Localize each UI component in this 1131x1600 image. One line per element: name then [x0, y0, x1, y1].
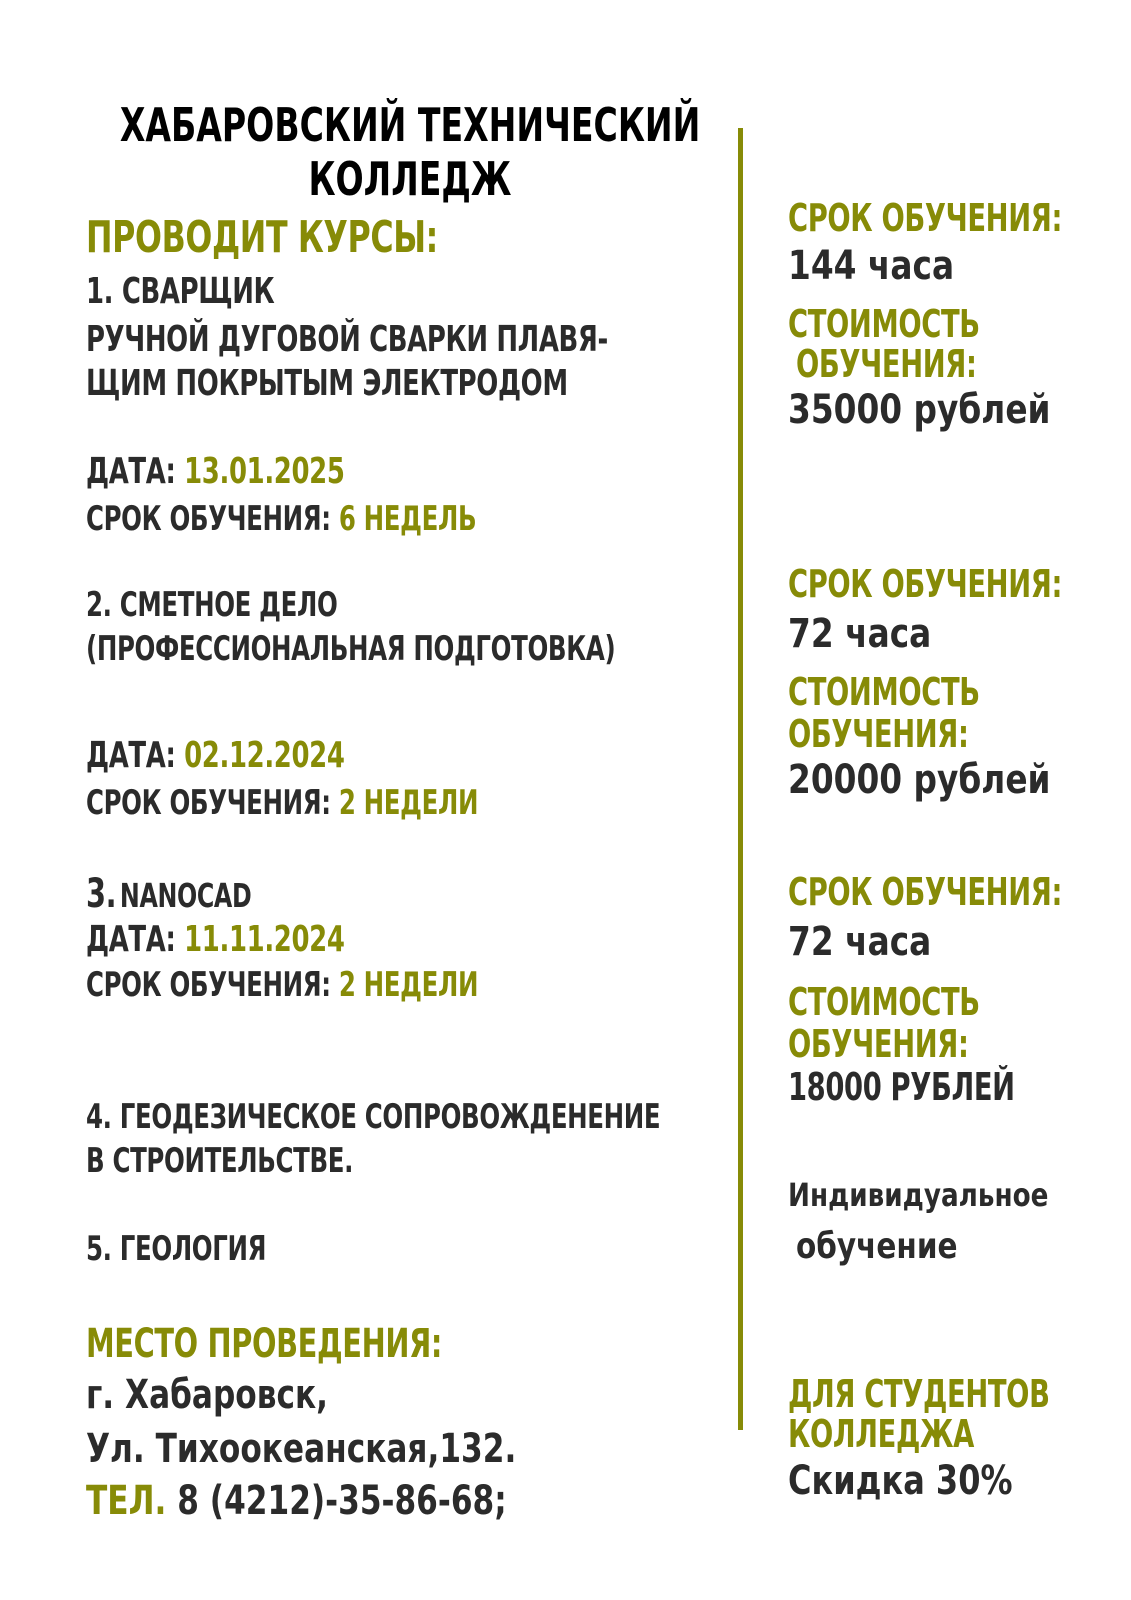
phone-number: 8 (4212)-35-86-68; — [177, 1478, 507, 1524]
location-street: Ул. Тихоокеанская,132. — [86, 1426, 517, 1472]
course-1-duration: СРОК ОБУЧЕНИЯ: 6 НЕДЕЛЬ — [86, 499, 477, 539]
location-label: МЕСТО ПРОВЕДЕНИЯ: — [86, 1321, 443, 1367]
page-title-line2: КОЛЛЕДЖ — [308, 152, 512, 206]
individual-training-line1: Индивидуальное — [788, 1176, 1049, 1214]
course-2-title: 2. СМЕТНОЕ ДЕЛО — [86, 585, 338, 625]
page-title-line1: ХАБАРОВСКИЙ ТЕХНИЧЕСКИЙ — [119, 98, 701, 152]
sidebar-2-cost-label: СТОИМОСТЬ — [788, 670, 980, 714]
vertical-divider — [738, 128, 743, 1430]
course-2-duration-value: 2 НЕДЕЛИ — [338, 783, 479, 823]
sidebar-3-cost-label-line2: ОБУЧЕНИЯ: — [788, 1022, 969, 1066]
course-3-date-value: 11.11.2024 — [184, 919, 345, 960]
individual-training-line2: обучение — [796, 1226, 958, 1267]
course-3-title: 3. NANOCAD — [86, 871, 252, 917]
course-2-duration: СРОК ОБУЧЕНИЯ: 2 НЕДЕЛИ — [86, 783, 479, 823]
sidebar-2-term-label: СРОК ОБУЧЕНИЯ: — [788, 562, 1063, 606]
course-3-duration: СРОК ОБУЧЕНИЯ: 2 НЕДЕЛИ — [86, 965, 479, 1005]
phone-label: ТЕЛ. — [86, 1478, 167, 1524]
course-1-title-line3: ЩИМ ПОКРЫТЫМ ЭЛЕКТРОДОМ — [86, 363, 568, 404]
students-label-line2: КОЛЛЕДЖА — [788, 1412, 974, 1456]
sidebar-2-term: 72 часа — [788, 611, 932, 657]
sidebar-1-term-label: СРОК ОБУЧЕНИЯ: — [788, 196, 1063, 240]
course-2-date: ДАТА: 02.12.2024 — [86, 735, 345, 776]
course-1-title-line2: РУЧНОЙ ДУГОВОЙ СВАРКИ ПЛАВЯ- — [86, 319, 608, 360]
sidebar-3-term-label: СРОК ОБУЧЕНИЯ: — [788, 870, 1063, 914]
course-1-date: ДАТА: 13.01.2025 — [86, 451, 345, 492]
sidebar-3-cost-label: СТОИМОСТЬ — [788, 980, 980, 1024]
course-3-duration-value: 2 НЕДЕЛИ — [338, 965, 479, 1005]
sidebar-1-term: 144 часа — [788, 243, 955, 289]
course-1-title: 1. СВАРЩИК — [86, 271, 275, 312]
course-4-title: 4. ГЕОДЕЗИЧЕСКОЕ СОПРОВОЖДЕНЕНИЕ — [86, 1097, 661, 1137]
course-5-title: 5. ГЕОЛОГИЯ — [86, 1229, 267, 1269]
sidebar-1-cost-label-line2: ОБУЧЕНИЯ: — [796, 342, 977, 386]
location-city: г. Хабаровск, — [86, 1372, 329, 1418]
sidebar-1-cost-label: СТОИМОСТЬ — [788, 302, 980, 346]
sidebar-3-cost: 18000 РУБЛЕЙ — [788, 1065, 1015, 1109]
sidebar-2-cost-label-line2: ОБУЧЕНИЯ: — [788, 712, 969, 756]
course-2-title-line2: (ПРОФЕССИОНАЛЬНАЯ ПОДГОТОВКА) — [86, 629, 616, 669]
sidebar-3-term: 72 часа — [788, 919, 932, 965]
courses-heading: ПРОВОДИТ КУРСЫ: — [86, 212, 438, 263]
students-discount: Скидка 30% — [788, 1458, 1013, 1504]
course-3-date: ДАТА: 11.11.2024 — [86, 919, 345, 960]
course-4-title-line2: В СТРОИТЕЛЬСТВЕ. — [86, 1141, 354, 1181]
students-label: ДЛЯ СТУДЕНТОВ — [788, 1372, 1050, 1416]
contact-phone — [86, 1478, 507, 1524]
course-1-date-value: 13.01.2025 — [184, 451, 345, 492]
sidebar-1-cost: 35000 рублей — [788, 387, 1051, 433]
course-2-date-value: 02.12.2024 — [184, 735, 345, 776]
sidebar-2-cost: 20000 рублей — [788, 757, 1051, 803]
course-1-duration-value: 6 НЕДЕЛЬ — [338, 499, 477, 539]
